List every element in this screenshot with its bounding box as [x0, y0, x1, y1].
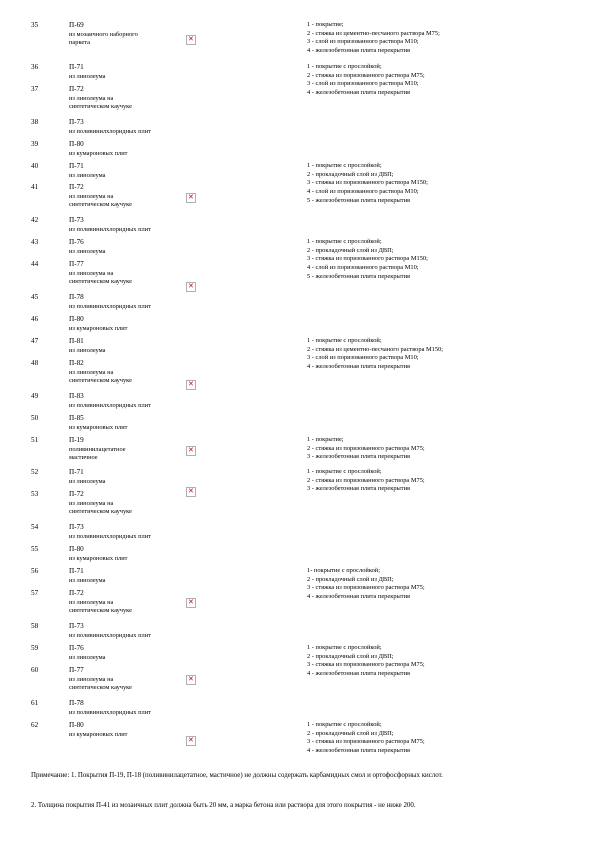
broken-image-icon	[186, 598, 196, 608]
layer-line: 1 - покрытие с прослойкой;	[307, 63, 382, 70]
floor-code: П-73	[69, 622, 84, 630]
row-number: 46	[31, 315, 39, 323]
floor-code: П-71	[69, 162, 84, 170]
layer-line: 2 - стяжка из поризованного раствора М75;	[307, 71, 425, 79]
floor-code: П-78	[69, 699, 84, 707]
floor-code: П-80	[69, 721, 84, 729]
layer-line: 1 - покрытие с прослойкой;	[307, 337, 382, 344]
row-number: 61	[31, 699, 39, 707]
layer-line: 3 - стяжка из поризованного раствора М150;	[307, 255, 428, 263]
layer-line: 3 - слой из поризованного раствора М10;	[307, 80, 419, 88]
layer-line: 3 - стяжка из поризованного раствора М75;	[307, 661, 425, 669]
layer-line: 1 - покрытие с прослойкой;	[307, 721, 382, 728]
layer-line: 2 - прокладочный слой из ДВП;	[307, 170, 394, 178]
layer-line: 4 - слой из поризованного раствора М10;	[307, 264, 419, 272]
row-number: 37	[31, 85, 39, 93]
layer-line: 1 - покрытие с прослойкой;	[307, 238, 382, 245]
layer-group	[307, 721, 425, 756]
broken-image-icon	[186, 487, 196, 497]
row-number: 47	[31, 337, 39, 345]
layer-line: 2 - стяжка из цементно-песчаного раствора М75;	[307, 29, 440, 37]
row-number: 55	[31, 545, 39, 553]
floor-code: П-72	[69, 85, 84, 93]
row-number: 44	[31, 260, 39, 268]
floor-description: из линолеума	[69, 654, 106, 661]
floor-code: П-72	[69, 490, 84, 498]
layer-line: 4 - железобетонная плита перекрытия	[307, 363, 410, 371]
layer-line: 4 - железобетонная плита перекрытия	[307, 670, 410, 678]
row-number: 56	[31, 567, 39, 575]
floor-description: из линолеума	[69, 73, 106, 80]
floor-description: поливинилацетатное мастичное	[69, 446, 126, 462]
floor-description: из линолеума	[69, 172, 106, 179]
row-number: 35	[31, 21, 39, 29]
floor-description: из линолеума на синтетическом каучуке	[69, 270, 132, 286]
layer-line: 4 - железобетонная плита перекрытия	[307, 47, 410, 55]
note-1: Примечание: 1. Покрытия П-19, П-18 (поливинилацетатное, мастичное) не должны содержать карбамидных смол и ортофосфорных кислот.	[31, 772, 443, 779]
row-number: 39	[31, 140, 39, 148]
layer-group	[307, 468, 425, 494]
floor-description: из линолеума	[69, 248, 106, 255]
layer-line: 3 - слой из поризованного раствора М10;	[307, 354, 419, 362]
floor-code: П-76	[69, 644, 84, 652]
floor-code: П-71	[69, 468, 84, 476]
floor-description: из линолеума	[69, 347, 106, 354]
broken-image-icon	[186, 282, 196, 292]
layer-line: 3 - железобетонная плита перекрытия	[307, 453, 410, 461]
broken-image-icon	[186, 446, 196, 456]
row-number: 57	[31, 589, 39, 597]
floor-code: П-77	[69, 666, 84, 674]
floor-description: из линолеума	[69, 577, 106, 584]
layer-line: 1 - покрытие;	[307, 21, 344, 28]
floor-code: П-80	[69, 545, 84, 553]
layer-line: 2 - прокладочный слой из ДВП;	[307, 729, 394, 737]
floor-description: из мозаичного наборного паркета	[69, 31, 138, 47]
floor-code: П-82	[69, 359, 84, 367]
row-number: 42	[31, 216, 39, 224]
layer-line: 2 - стяжка из поризованного раствора М75;	[307, 444, 425, 452]
row-number: 36	[31, 63, 39, 71]
floor-description: из линолеума	[69, 478, 106, 485]
row-number: 48	[31, 359, 39, 367]
layer-group	[307, 21, 440, 56]
row-number: 50	[31, 414, 39, 422]
floor-description: из поливинилхлоридных плит	[69, 632, 151, 639]
row-number: 51	[31, 436, 39, 444]
row-number: 38	[31, 118, 39, 126]
row-number: 52	[31, 468, 39, 476]
floor-description: из линолеума на синтетическом каучуке	[69, 500, 132, 516]
floor-code: П-85	[69, 414, 84, 422]
broken-image-icon	[186, 193, 196, 203]
layer-line: 2 - стяжка из цементно-песчаного раствора М150;	[307, 345, 444, 353]
floor-description: из поливинилхлоридных плит	[69, 533, 151, 540]
layer-line: 4 - железобетонная плита перекрытия	[307, 89, 410, 97]
layer-line: 1- покрытие с прослойкой;	[307, 567, 380, 574]
row-number: 58	[31, 622, 39, 630]
floor-code: П-72	[69, 183, 84, 191]
floor-code: П-80	[69, 140, 84, 148]
row-number: 59	[31, 644, 39, 652]
layer-line: 5 - железобетонная плита перекрытия	[307, 272, 410, 280]
broken-image-icon	[186, 675, 196, 685]
layer-line: 1 - покрытие;	[307, 436, 344, 443]
layer-line: 3 - стяжка из поризованного раствора М75;	[307, 584, 425, 592]
layer-line: 4 - железобетонная плита перекрытия	[307, 747, 410, 755]
layer-line: 4 - железобетонная плита перекрытия	[307, 593, 410, 601]
floor-description: из поливинилхлоридных плит	[69, 709, 151, 716]
layer-group	[307, 567, 425, 602]
floor-description: из кумароновых плит	[69, 731, 128, 738]
row-number: 41	[31, 183, 39, 191]
layer-line: 3 - стяжка из поризованного раствора М75;	[307, 738, 425, 746]
floor-code: П-81	[69, 337, 84, 345]
row-number: 60	[31, 666, 39, 674]
layer-group	[307, 238, 428, 282]
layer-line: 3 - слой из поризованного раствора М10;	[307, 38, 419, 46]
floor-description: из поливинилхлоридных плит	[69, 226, 151, 233]
row-number: 43	[31, 238, 39, 246]
floor-description: из кумароновых плит	[69, 325, 128, 332]
floor-description: из линолеума на синтетическом каучуке	[69, 95, 132, 111]
floor-description: из линолеума на синтетическом каучуке	[69, 369, 132, 385]
layer-line: 2 - прокладочный слой из ДВП;	[307, 246, 394, 254]
floor-description: из кумароновых плит	[69, 424, 128, 431]
row-number: 54	[31, 523, 39, 531]
broken-image-icon	[186, 35, 196, 45]
layer-line: 1 - покрытие с прослойкой;	[307, 162, 382, 169]
row-number: 45	[31, 293, 39, 301]
layer-line: 1 - покрытие с прослойкой;	[307, 468, 382, 475]
layer-group	[307, 436, 425, 462]
broken-image-icon	[186, 736, 196, 746]
floor-description: из кумароновых плит	[69, 150, 128, 157]
floor-description: из линолеума на синтетическом каучуке	[69, 676, 132, 692]
layer-line: 2 - стяжка из поризованного раствора М75;	[307, 476, 425, 484]
note-2: 2. Толщина покрытия П-41 из мозаичных плит должна быть 20 мм, а марка бетона или раствора для этого покрытия - не ниже 200.	[31, 802, 416, 809]
floor-code: П-83	[69, 392, 84, 400]
row-number: 62	[31, 721, 39, 729]
layer-group	[307, 162, 428, 206]
floor-code: П-71	[69, 63, 84, 71]
floor-description: из кумароновых плит	[69, 555, 128, 562]
floor-code: П-73	[69, 523, 84, 531]
row-number: 40	[31, 162, 39, 170]
floor-code: П-80	[69, 315, 84, 323]
broken-image-icon	[186, 380, 196, 390]
row-number: 53	[31, 490, 39, 498]
layer-line: 3 - стяжка из поризованного раствора М150;	[307, 179, 428, 187]
floor-description: из поливинилхлоридных плит	[69, 128, 151, 135]
layer-line: 5 - железобетонная плита перекрытия	[307, 196, 410, 204]
floor-code: П-78	[69, 293, 84, 301]
floor-code: П-73	[69, 118, 84, 126]
floor-code: П-19	[69, 436, 84, 444]
row-number: 49	[31, 392, 39, 400]
floor-code: П-72	[69, 589, 84, 597]
layer-line: 2 - прокладочный слой из ДВП;	[307, 575, 394, 583]
layer-line: 3 - железобетонная плита перекрытия	[307, 485, 410, 493]
floor-code: П-71	[69, 567, 84, 575]
floor-code: П-76	[69, 238, 84, 246]
layer-line: 4 - слой из поризованного раствора М10;	[307, 188, 419, 196]
layer-group	[307, 644, 425, 679]
floor-code: П-77	[69, 260, 84, 268]
layer-line: 1 - покрытие с прослойкой;	[307, 644, 382, 651]
floor-description: из поливинилхлоридных плит	[69, 402, 151, 409]
floor-description: из поливинилхлоридных плит	[69, 303, 151, 310]
floor-description: из линолеума на синтетическом каучуке	[69, 599, 132, 615]
floor-code: П-69	[69, 21, 84, 29]
layer-group	[307, 63, 425, 98]
layer-group	[307, 337, 443, 372]
floor-description: из линолеума на синтетическом каучуке	[69, 193, 132, 209]
floor-code: П-73	[69, 216, 84, 224]
layer-line: 2 - прокладочный слой из ДВП;	[307, 652, 394, 660]
